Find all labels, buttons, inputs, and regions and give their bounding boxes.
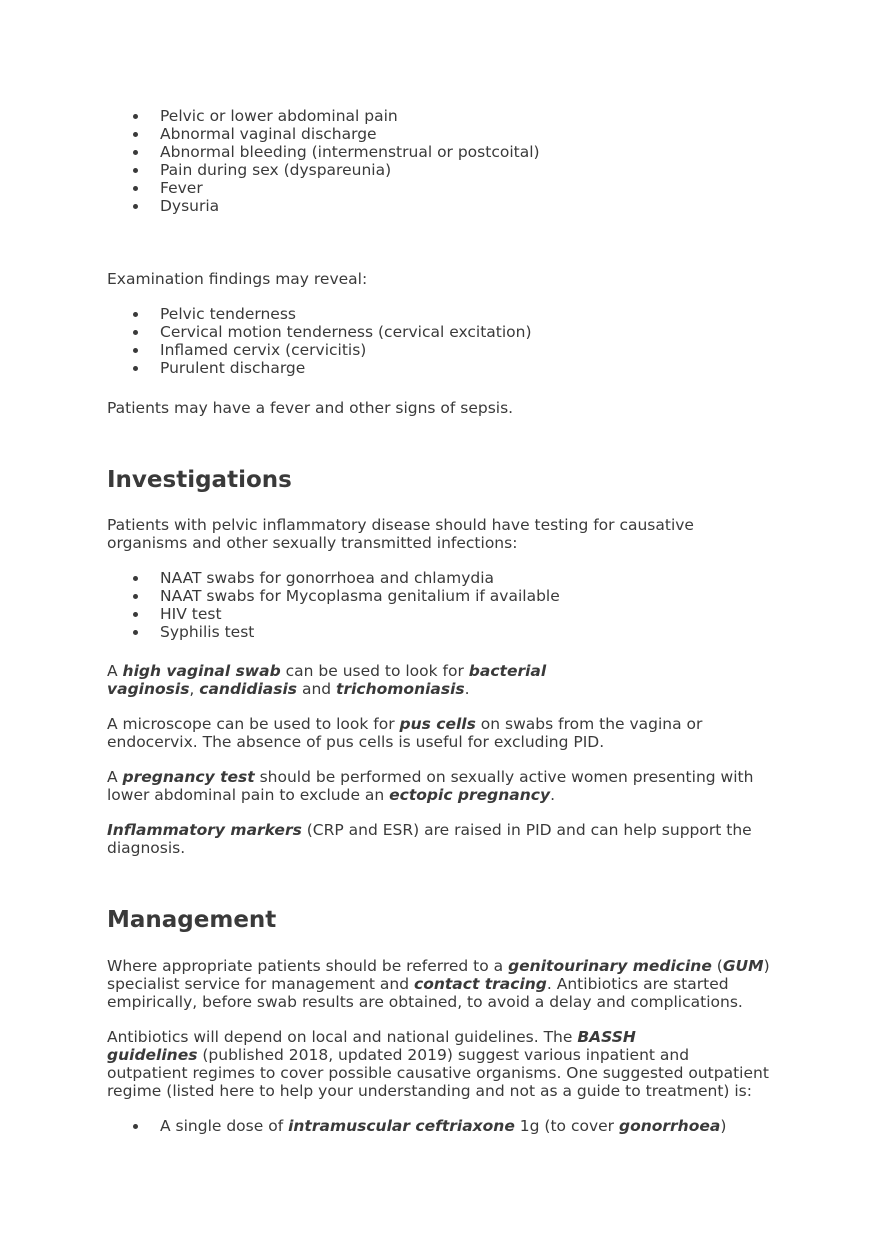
list-item: HIV test <box>107 605 787 623</box>
investigations-heading: Investigations <box>107 467 292 493</box>
emphasis: BASSH <box>577 1028 636 1046</box>
sepsis-text: Patients may have a fever and other signs of sepsis. <box>107 399 514 417</box>
list-item: Abnormal vaginal discharge <box>107 125 787 143</box>
emphasis: Inflammatory markers <box>107 821 302 839</box>
list-item: Purulent discharge <box>107 359 787 377</box>
intro-line: organisms and other sexually transmitted infections: <box>107 534 518 552</box>
tests-list <box>107 569 787 641</box>
list-item: Dysuria <box>107 197 787 215</box>
emphasis: ectopic pregnancy <box>389 786 551 804</box>
symptoms-list <box>107 107 787 215</box>
list-item: Syphilis test <box>107 623 787 641</box>
inflammatory-paragraph: Inflammatory markers (CRP and ESR) are raised in PID and can help support the diagnosis. <box>107 821 752 857</box>
exam-intro: Examination findings may reveal: <box>107 270 368 288</box>
emphasis: GUM <box>722 957 764 975</box>
list-item: NAAT swabs for Mycoplasma genitalium if available <box>107 587 787 605</box>
list-item: Pelvic tenderness <box>107 305 787 323</box>
list-item: NAAT swabs for gonorrhoea and chlamydia <box>107 569 787 587</box>
intro-line: Patients with pelvic inflammatory disease should have testing for causative <box>107 516 694 534</box>
management-heading: Management <box>107 907 277 933</box>
emphasis: guidelines <box>107 1046 198 1064</box>
emphasis: intramuscular ceftriaxone <box>288 1117 515 1135</box>
list-item: Fever <box>107 179 787 197</box>
list-item: A single dose of intramuscular ceftriaxone 1g (to cover gonorrhoea) <box>107 1117 787 1135</box>
list-item: Pelvic or lower abdominal pain <box>107 107 787 125</box>
emphasis: contact tracing <box>414 975 547 993</box>
emphasis: gonorrhoea <box>618 1117 721 1135</box>
exam-findings-list <box>107 305 787 377</box>
emphasis: high vaginal swab <box>122 662 281 680</box>
pregnancy-paragraph: A pregnancy test should be performed on sexually active women presenting with lower abdominal pain to exclude an ectopic pregnancy. <box>107 768 754 804</box>
list-item: Cervical motion tenderness (cervical excitation) <box>107 323 787 341</box>
emphasis: bacterial <box>468 662 547 680</box>
list-item: Pain during sex (dyspareunia) <box>107 161 787 179</box>
list-item: Inflamed cervix (cervicitis) <box>107 341 787 359</box>
list-item: Abnormal bleeding (intermenstrual or postcoital) <box>107 143 787 161</box>
regime-list <box>107 1117 787 1135</box>
investigations-intro <box>107 516 787 552</box>
microscope-paragraph: A microscope can be used to look for pus cells on swabs from the vagina or endocervix. The absence of pus cells is useful for excluding PID. <box>107 715 703 751</box>
emphasis: genitourinary medicine <box>508 957 712 975</box>
hvs-paragraph: A high vaginal swab can be used to look for bacterial vaginosis, candidiasis and trichomoniasis. <box>107 662 547 698</box>
referral-paragraph: Where appropriate patients should be referred to a genitourinary medicine (GUM) specialist service for management and contact tracing. Antibiotics are started empirically, before swab results are obtained, to avoid a delay and complications. <box>107 957 770 1011</box>
emphasis: vaginosis <box>107 680 190 698</box>
emphasis: trichomoniasis <box>336 680 465 698</box>
emphasis: pregnancy test <box>122 768 255 786</box>
emphasis: candidiasis <box>199 680 298 698</box>
guidelines-paragraph: Antibiotics will depend on local and national guidelines. The BASSH guidelines (published 2018, updated 2019) suggest various inpatient and outpatient regimes to cover possible causative organisms. One suggested outpatient regime (listed here to help your understanding and not as a guide to treatment) is: <box>107 1028 769 1100</box>
emphasis: pus cells <box>399 715 476 733</box>
